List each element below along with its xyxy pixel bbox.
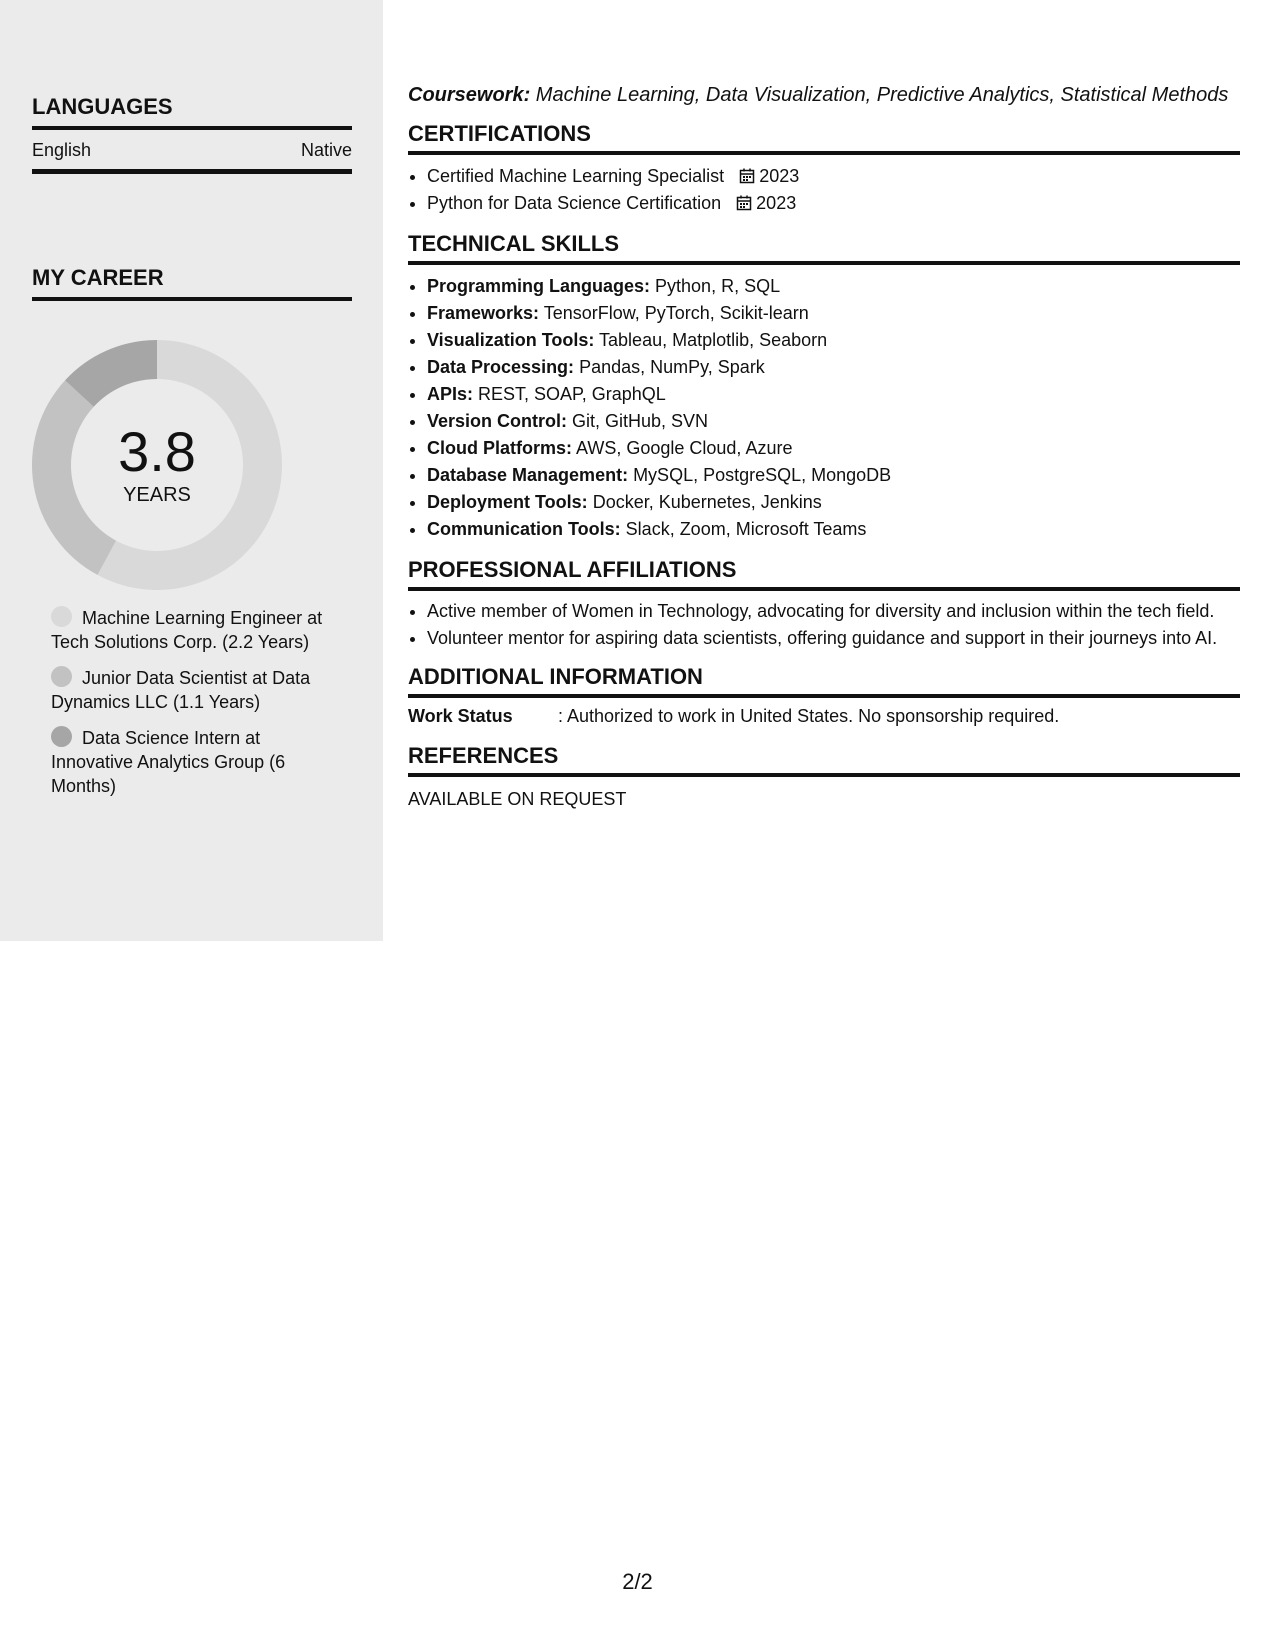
certifications-heading: CERTIFICATIONS <box>408 121 1240 155</box>
skill-item <box>427 489 1240 516</box>
total-years-unit: YEARS <box>123 483 191 506</box>
skill-label: APIs: <box>427 384 474 404</box>
career-section <box>32 265 352 301</box>
career-item-label: Junior Data Scientist at Data Dynamics LLC (1.1 Years) <box>51 668 311 712</box>
skill-value: Git, GitHub, SVN <box>567 411 709 431</box>
coursework-line <box>408 84 1240 107</box>
page-number: 2/2 <box>622 1569 653 1594</box>
language-level: Native <box>300 140 352 160</box>
skill-label: Data Processing: <box>427 357 575 377</box>
skill-item <box>427 300 1240 327</box>
skill-label: Programming Languages: <box>427 276 651 296</box>
skill-value: REST, SOAP, GraphQL <box>473 384 666 404</box>
certification-name: Python for Data Science Certification <box>427 193 722 213</box>
affiliations-list <box>408 599 1240 650</box>
technical-skills-heading: TECHNICAL SKILLS <box>408 231 1240 265</box>
skill-label: Visualization Tools: <box>427 330 595 350</box>
skill-value: Docker, Kubernetes, Jenkins <box>587 492 822 512</box>
legend-dot <box>51 606 72 627</box>
certifications-list <box>408 163 1240 217</box>
languages-section <box>32 94 352 174</box>
career-legend-item <box>51 666 331 714</box>
certification-date <box>739 166 799 186</box>
certification-date <box>736 193 796 213</box>
work-status-row <box>408 706 1240 727</box>
career-legend-item <box>51 726 331 798</box>
skill-label: Cloud Platforms: <box>427 438 573 458</box>
coursework-text: Machine Learning, Data Visualization, Predictive Analytics, Statistical Methods <box>530 84 1229 106</box>
skill-item <box>427 516 1240 543</box>
calendar-icon <box>739 168 755 184</box>
affiliation-item: • Volunteer mentor for aspiring data scientists, offering guidance and support in their journeys into AI. <box>427 626 1240 650</box>
skill-item <box>427 435 1240 462</box>
skill-value: Slack, Zoom, Microsoft Teams <box>620 519 867 539</box>
donut-center <box>32 340 282 590</box>
skill-value: TensorFlow, PyTorch, Scikit-learn <box>539 303 809 323</box>
skill-value: Python, R, SQL <box>650 276 781 296</box>
total-years-value: 3.8 <box>118 419 196 483</box>
certification-year: 2023 <box>759 166 800 186</box>
affiliation-item: • Active member of Women in Technology, advocating for diversity and inclusion within the tech field. <box>427 599 1240 623</box>
sidebar <box>0 0 383 941</box>
career-legend <box>51 606 331 810</box>
language-row <box>32 130 352 174</box>
main-content <box>408 84 1240 810</box>
skill-label: Version Control: <box>427 411 568 431</box>
skill-value: MySQL, PostgreSQL, MongoDB <box>628 465 892 485</box>
certification-year: 2023 <box>756 193 797 213</box>
career-heading: MY CAREER <box>32 265 352 301</box>
skill-item <box>427 327 1240 354</box>
calendar-icon <box>736 195 752 211</box>
skill-value: Pandas, NumPy, Spark <box>574 357 765 377</box>
certification-item <box>427 190 1240 217</box>
skill-item <box>427 462 1240 489</box>
career-item-label: Machine Learning Engineer at Tech Solutions Corp. (2.2 Years) <box>51 608 323 652</box>
legend-dot <box>51 666 72 687</box>
skill-item <box>427 408 1240 435</box>
skill-label: Frameworks: <box>427 303 540 323</box>
work-status-label: Work Status <box>408 706 513 726</box>
language-name: English <box>32 140 92 160</box>
skill-label: Deployment Tools: <box>427 492 588 512</box>
skill-label: Communication Tools: <box>427 519 621 539</box>
legend-dot <box>51 726 72 747</box>
languages-heading: LANGUAGES <box>32 94 352 130</box>
career-item-label: Data Science Intern at Innovative Analytics Group (6 Months) <box>51 728 286 796</box>
certification-item <box>427 163 1240 190</box>
career-legend-item <box>51 606 331 654</box>
skill-item <box>427 354 1240 381</box>
career-donut-chart <box>32 340 282 590</box>
work-status-value: : Authorized to work in United States. No sponsorship required. <box>558 706 1060 726</box>
skill-item <box>427 381 1240 408</box>
technical-skills-list <box>408 273 1240 543</box>
additional-info-heading: ADDITIONAL INFORMATION <box>408 664 1240 698</box>
skill-label: Database Management: <box>427 465 629 485</box>
certification-name: Certified Machine Learning Specialist <box>427 166 725 186</box>
affiliations-heading: PROFESSIONAL AFFILIATIONS <box>408 557 1240 591</box>
skill-value: AWS, Google Cloud, Azure <box>572 438 793 458</box>
references-heading: REFERENCES <box>408 743 1240 777</box>
skill-item <box>427 273 1240 300</box>
skill-value: Tableau, Matplotlib, Seaborn <box>594 330 828 350</box>
coursework-label: Coursework: <box>408 84 531 106</box>
references-text: AVAILABLE ON REQUEST <box>408 789 627 809</box>
